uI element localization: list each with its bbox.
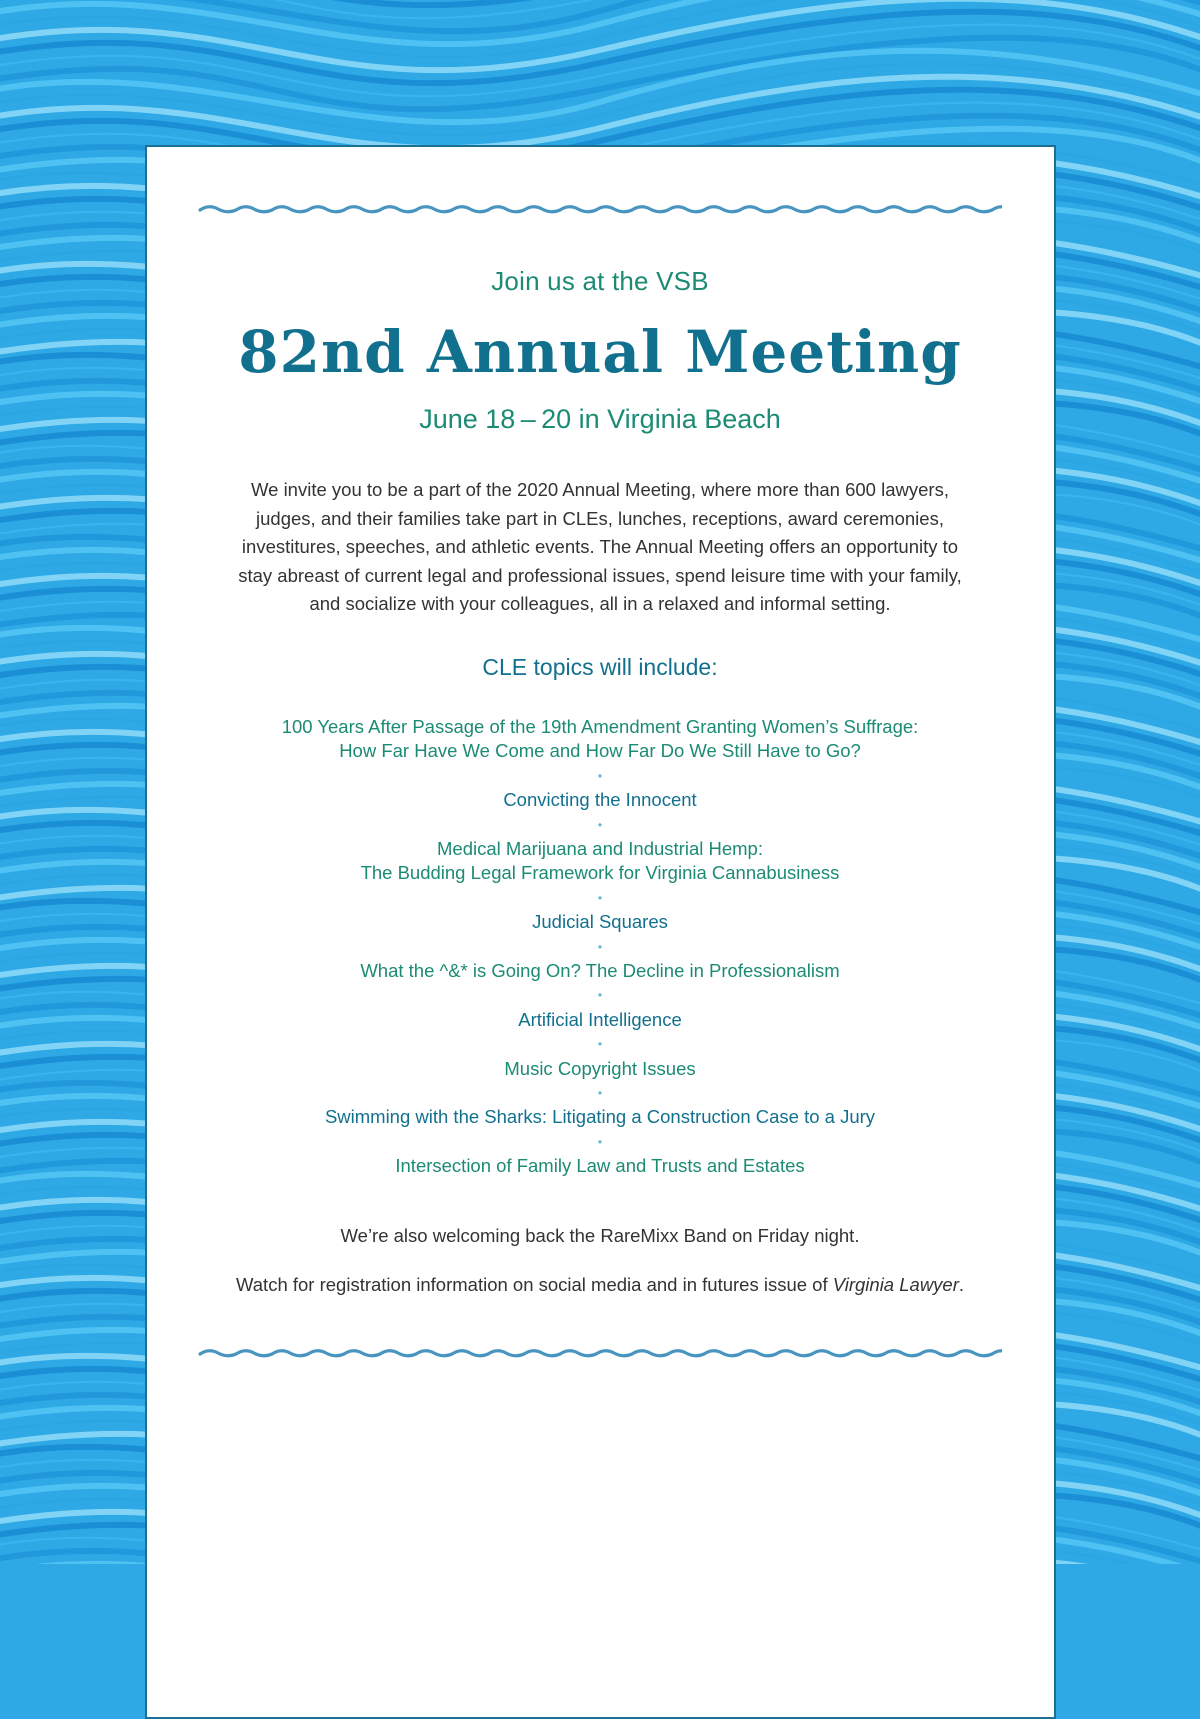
bullet-separator: • bbox=[597, 1037, 603, 1052]
squiggle-line bbox=[200, 1351, 1002, 1356]
bullet-separator: • bbox=[597, 1134, 603, 1149]
intro-paragraph bbox=[190, 476, 1010, 619]
topic-line: What the ^&* is Going On? The Decline in Professionalism bbox=[360, 960, 840, 981]
topic-line: Convicting the Innocent bbox=[503, 789, 697, 811]
event-date-location: June 18 – 20 in Virginia Beach bbox=[419, 404, 781, 434]
cle-topics-list bbox=[180, 715, 1020, 1179]
topic-item bbox=[180, 1105, 1020, 1129]
intro-line: We invite you to be a part of the 2020 Annual Meeting, where more than 600 lawyers, bbox=[251, 479, 949, 500]
topic-line: The Budding Legal Framework for Virginia Cannabusiness bbox=[360, 862, 840, 884]
topic-item bbox=[180, 837, 1020, 886]
bullet-separator: • bbox=[597, 1086, 603, 1100]
topic-item bbox=[180, 910, 1020, 934]
topic-line: Medical Marijuana and Industrial Hemp: bbox=[437, 838, 763, 859]
bullet-separator: • bbox=[597, 988, 603, 1003]
registration-note-end: . bbox=[958, 1274, 965, 1295]
topic-line: How Far Have We Come and How Far Do We Still Have to Go? bbox=[339, 740, 861, 762]
squiggle-line bbox=[200, 207, 1002, 212]
page-title: 82nd Annual Meeting bbox=[238, 318, 962, 386]
bullet-separator: • bbox=[597, 890, 603, 905]
bullet-separator: • bbox=[597, 817, 603, 832]
bullet-separator: • bbox=[597, 939, 603, 954]
topic-item bbox=[180, 788, 1020, 812]
topic-item bbox=[180, 959, 1020, 983]
registration-note-text: Watch for registration information on social media and in futures issue of bbox=[235, 1274, 833, 1295]
intro-line: investitures, speeches, and athletic events. The Annual Meeting offers an opportunity to bbox=[241, 536, 959, 557]
cle-topics-heading: CLE topics will include: bbox=[482, 654, 718, 680]
topic-item bbox=[180, 1057, 1020, 1081]
topic-line: Intersection of Family Law and Trusts and Estates bbox=[395, 1155, 805, 1177]
registration-note bbox=[0, 1274, 1200, 1296]
bullet-separator: • bbox=[597, 768, 603, 783]
intro-line: judges, and their families take part in CLEs, lunches, receptions, award ceremonies, bbox=[256, 507, 944, 529]
bottom-wave-divider bbox=[198, 1342, 1002, 1364]
top-wave-divider bbox=[198, 198, 1002, 220]
topic-item bbox=[180, 1154, 1020, 1178]
intro-line: stay abreast of current legal and professional issues, spend leisure time with your family, bbox=[238, 564, 962, 586]
publication-name: Virginia Lawyer bbox=[832, 1274, 959, 1295]
topic-line: Judicial Squares bbox=[532, 911, 668, 933]
topic-item bbox=[180, 1008, 1020, 1032]
kicker-text: Join us at the VSB bbox=[491, 266, 709, 296]
intro-line: and socialize with your colleagues, all in a relaxed and informal setting. bbox=[309, 593, 891, 614]
topic-line: Music Copyright Issues bbox=[504, 1057, 696, 1079]
topic-line: 100 Years After Passage of the 19th Amendment Granting Women’s Suffrage: bbox=[281, 716, 919, 737]
topic-item bbox=[180, 715, 1020, 764]
topic-line: Swimming with the Sharks: Litigating a Construction Case to a Jury bbox=[324, 1106, 876, 1128]
topic-line: Artificial Intelligence bbox=[518, 1008, 682, 1030]
band-announcement: We’re also welcoming back the RareMixx Band on Friday night. bbox=[340, 1225, 860, 1246]
